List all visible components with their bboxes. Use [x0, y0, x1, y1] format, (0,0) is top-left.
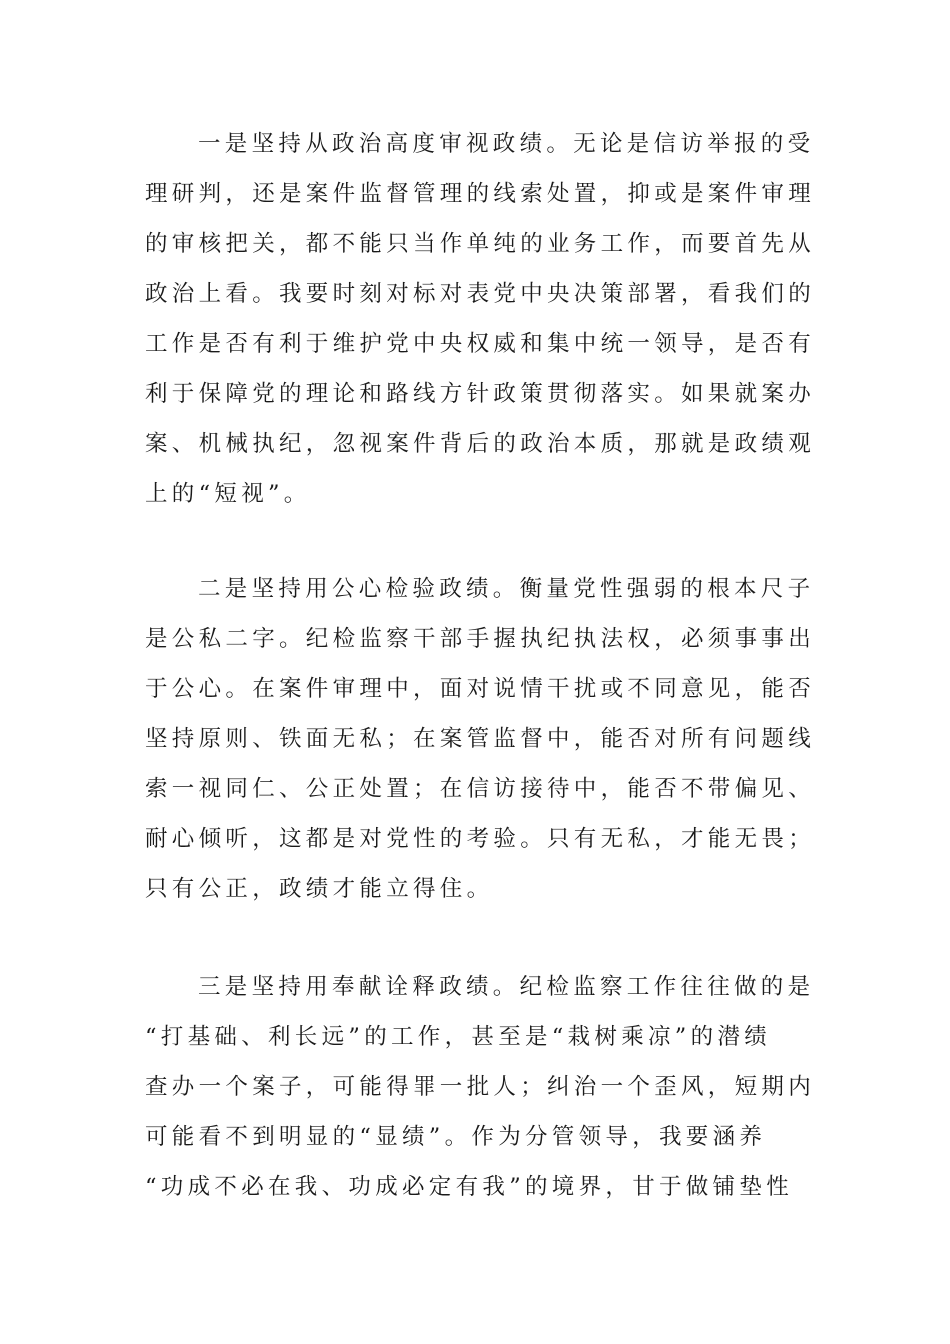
paragraph-political-height [145, 119, 816, 519]
text-line: 查办一个案子，可能得罪一批人；纠治一个歪风，短期内 [145, 1074, 816, 1100]
text-line: 政治上看。我要时刻对标对表党中央决策部署，看我们的 [145, 281, 816, 307]
text-line: “功成不必在我、功成必定有我”的境界，甘于做铺垫性 [145, 1174, 794, 1200]
text-line: 只有公正，政绩才能立得住。 [145, 876, 494, 902]
text-line: 理研判，还是案件监督管理的线索处置，抑或是案件审理 [145, 181, 816, 207]
text-line: 耐心倾听，这都是对党性的考验。只有无私，才能无畏； [145, 826, 816, 852]
text-line: 工作是否有利于维护党中央权威和集中统一领导，是否有 [145, 331, 816, 357]
paragraph-public-heart [145, 564, 816, 914]
text-line: 二是坚持用公心检验政绩。衡量党性强弱的根本尺子 [198, 576, 815, 602]
text-line: 一是坚持从政治高度审视政绩。无论是信访举报的受 [198, 131, 815, 157]
text-line: 可能看不到明显的“显绩”。作为分管领导，我要涵养 [145, 1124, 767, 1150]
text-line: “打基础、利长远”的工作，甚至是“栽树乘凉”的潜绩 [145, 1024, 772, 1050]
text-line: 的审核把关，都不能只当作单纯的业务工作，而要首先从 [145, 231, 816, 257]
text-line: 是公私二字。纪检监察干部手握执纪执法权，必须事事出 [145, 626, 816, 652]
text-line: 于公心。在案件审理中，面对说情干扰或不同意见，能否 [145, 676, 816, 702]
text-line: 案、机械执纪，忽视案件背后的政治本质，那就是政绩观 [145, 431, 816, 457]
text-line: 索一视同仁、公正处置；在信访接待中，能否不带偏见、 [145, 776, 816, 802]
text-line: 三是坚持用奉献诠释政绩。纪检监察工作往往做的是 [198, 974, 815, 1000]
text-line: 坚持原则、铁面无私；在案管监督中，能否对所有问题线 [145, 726, 816, 752]
text-line: 利于保障党的理论和路线方针政策贯彻落实。如果就案办 [145, 381, 816, 407]
paragraph-dedication [145, 962, 816, 1212]
text-line: 上的“短视”。 [145, 481, 311, 507]
